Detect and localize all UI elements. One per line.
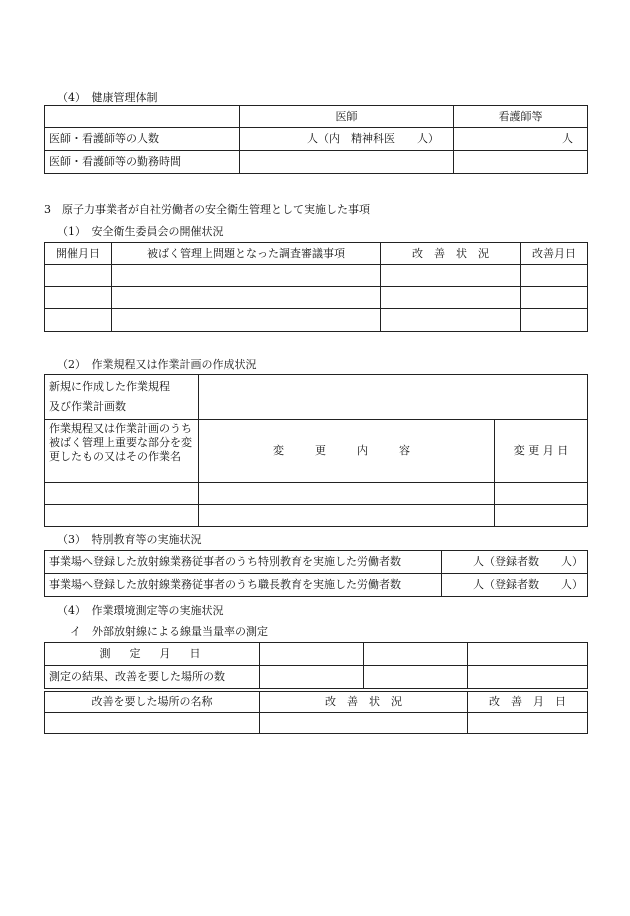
table-cell: [363, 642, 468, 666]
table-cell: [44, 504, 199, 527]
table-cell: [259, 665, 364, 689]
cell-foreman-education-count: 人（登録者数 人）: [441, 573, 588, 597]
table-cell: [44, 286, 112, 309]
table-cell: [44, 482, 199, 505]
col-header-place-name: 改善を要した場所の名称: [44, 691, 260, 713]
col-header-improvement-status: 改 善 状 況: [380, 242, 521, 265]
table-cell: [111, 264, 381, 287]
table-cell: [198, 504, 495, 527]
environment-measurement-heading: （4） 作業環境測定等の実施状況: [57, 604, 224, 617]
row-label-changed-rules: 作業規程又は作業計画のうち被ばく管理上重要な部分を変更したもの又はその作業名: [44, 419, 199, 483]
table-cell: [520, 286, 588, 309]
cell-nurse-count: 人: [453, 127, 588, 151]
col-header-meeting-date: 開催月日: [44, 242, 112, 265]
table-cell: [363, 665, 468, 689]
col-header-doctor: 医師: [239, 105, 454, 128]
col-header-change-content: 変 更 内 容: [198, 419, 495, 483]
table-cell: [380, 286, 521, 309]
col-header-issues: 被ばく管理上問題となった調査審議事項: [111, 242, 381, 265]
row-label-working-hours: 医師・看護師等の勤務時間: [44, 150, 240, 174]
col-header-improvement-status: 改 善 状 況: [259, 691, 468, 713]
row-label-special-education: 事業場へ登録した放射線業務従事者のうち特別教育を実施した労働者数: [44, 550, 442, 574]
table-cell: [467, 665, 588, 689]
section-3-heading: 3 原子力事業者が自社労働者の安全衛生管理として実施した事項: [44, 203, 370, 216]
table-cell: [520, 264, 588, 287]
cell-new-rules-count: [198, 374, 588, 420]
cell-nurse-hours: [453, 150, 588, 174]
table-cell: [467, 712, 588, 734]
col-header-improvement-date: 改 善 月 日: [467, 691, 588, 713]
table-cell: [380, 264, 521, 287]
table-cell: [44, 712, 260, 734]
table-cell: [259, 642, 364, 666]
table-header-blank: [44, 105, 240, 128]
table-cell: [44, 308, 112, 332]
table-cell: [520, 308, 588, 332]
row-label-places-needing-improvement: 測定の結果、改善を要した場所の数: [44, 665, 260, 689]
row-label-new-rules: 新規に作成した作業規程 及び作業計画数: [44, 374, 199, 420]
dose-rate-measurement-subheading: イ 外部放射線による線量当量率の測定: [70, 625, 268, 638]
cell-doctor-count: 人（内 精神科医 人）: [239, 127, 454, 151]
cell-doctor-hours: [239, 150, 454, 174]
col-header-nurse: 看護師等: [453, 105, 588, 128]
table-cell: [467, 642, 588, 666]
table-cell: [198, 482, 495, 505]
table-cell: [111, 308, 381, 332]
row-label-measurement-date: 測 定 月 日: [44, 642, 260, 666]
row-label-foreman-education: 事業場へ登録した放射線業務従事者のうち職長教育を実施した労働者数: [44, 573, 442, 597]
table-cell: [259, 712, 468, 734]
row-label-staff-count: 医師・看護師等の人数: [44, 127, 240, 151]
table-cell: [380, 308, 521, 332]
work-rules-heading: （2） 作業規程又は作業計画の作成状況: [57, 358, 257, 371]
table-cell: [111, 286, 381, 309]
table-cell: [44, 264, 112, 287]
committee-heading: （1） 安全衛生委員会の開催状況: [57, 225, 224, 238]
table-cell: [494, 482, 588, 505]
health-management-heading: （4） 健康管理体制: [57, 91, 158, 104]
cell-special-education-count: 人（登録者数 人）: [441, 550, 588, 574]
col-header-change-date: 変 更 月 日: [494, 419, 588, 483]
table-cell: [494, 504, 588, 527]
special-education-heading: （3） 特別教育等の実施状況: [57, 533, 202, 546]
col-header-improvement-date: 改善月日: [520, 242, 588, 265]
